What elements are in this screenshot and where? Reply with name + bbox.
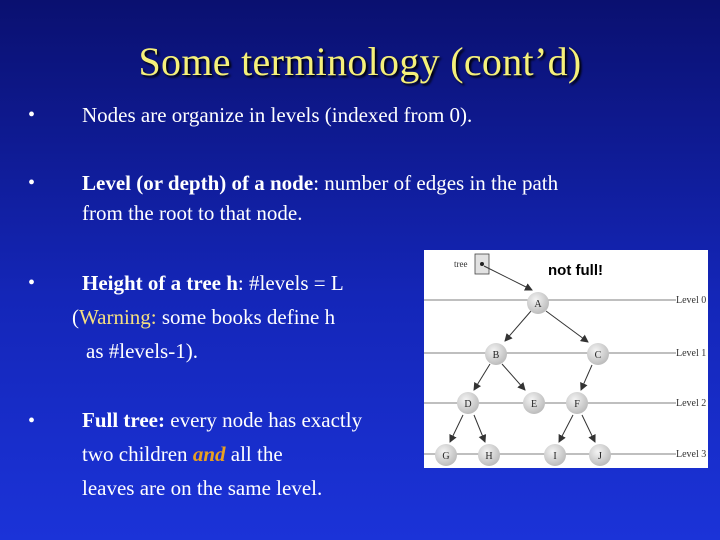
bullet-3-line-2: [72, 300, 335, 334]
tree-node-f: [566, 392, 588, 414]
term-height: Height of a tree h: [82, 271, 238, 295]
tree-label: tree: [454, 259, 468, 269]
svg-text:J: J: [598, 451, 602, 462]
bullet-4-text-pre: two children: [82, 442, 193, 466]
edge-a-b: [505, 311, 531, 341]
svg-text:A: A: [534, 299, 542, 310]
term-full-tree: Full tree:: [82, 408, 165, 432]
tree-node-a: [527, 292, 549, 314]
tree-diagram: [424, 250, 708, 468]
tree-node-e: [523, 392, 545, 414]
edge-d-g: [450, 415, 463, 442]
level-1-label: Level 1: [676, 348, 707, 359]
not-full-annotation: not full!: [548, 262, 603, 279]
edge-b-e: [502, 364, 525, 390]
level-2-label: Level 2: [676, 398, 707, 409]
bullet-3-line-3: as #levels-1).: [86, 339, 198, 363]
emphasis-and: and: [192, 442, 226, 466]
tree-node-h: [478, 444, 500, 466]
tree-node-j: [589, 444, 611, 466]
svg-text:I: I: [553, 451, 557, 462]
tree-node-g: [435, 444, 457, 466]
bullet-dot: •: [28, 410, 36, 432]
edge-d-h: [474, 415, 485, 442]
bullet-dot: •: [28, 104, 36, 126]
bullet-4-line-3: leaves are on the same level.: [82, 476, 323, 500]
bullet-1-text: Nodes are organize in levels (indexed from 0).: [82, 103, 473, 127]
svg-text:C: C: [594, 350, 602, 361]
svg-text:E: E: [530, 399, 538, 410]
edge-f-j: [582, 415, 595, 442]
slide-title: Some terminology (cont’d): [138, 39, 582, 84]
svg-text:B: B: [492, 350, 500, 361]
edge-c-f: [581, 365, 592, 390]
bullet-4-line-2: [82, 437, 283, 471]
bullet-4-definition: every node has exactly: [165, 408, 363, 432]
tree-node-b: [485, 343, 507, 365]
svg-text:H: H: [485, 451, 493, 462]
edge-a-c: [546, 311, 588, 342]
svg-text:D: D: [464, 399, 472, 410]
warning-text: some books define h: [156, 305, 336, 329]
bullet-2-definition: : number of edges in the path: [313, 171, 559, 195]
tree-pointer-dot: [480, 262, 484, 266]
warning-open-paren: (: [72, 305, 79, 329]
tree-node-i: [544, 444, 566, 466]
bullet-4-text-post: all the: [225, 442, 283, 466]
tree-node-c: [587, 343, 609, 365]
svg-text:G: G: [442, 451, 450, 462]
tree-node-d: [457, 392, 479, 414]
level-3-label: Level 3: [676, 449, 707, 460]
svg-text:F: F: [574, 399, 580, 410]
term-level-depth: Level (or depth) of a node: [82, 171, 314, 195]
level-0-label: Level 0: [676, 295, 707, 306]
bullet-dot: •: [28, 172, 36, 194]
tree-pointer-arrow: [484, 266, 532, 290]
bullet-3-line-1: [82, 266, 344, 300]
bullet-dot: •: [28, 272, 36, 294]
edge-f-i: [559, 415, 573, 442]
tree-figure: [424, 250, 708, 468]
bullet-2-line-2: from the root to that node.: [82, 201, 303, 225]
edge-b-d: [474, 364, 490, 390]
bullet-4-line-1: [82, 403, 362, 437]
bullet-3-definition: : #levels = L: [237, 271, 344, 295]
warning-label: Warning:: [79, 305, 157, 329]
bullet-2-line-1: [82, 166, 558, 200]
